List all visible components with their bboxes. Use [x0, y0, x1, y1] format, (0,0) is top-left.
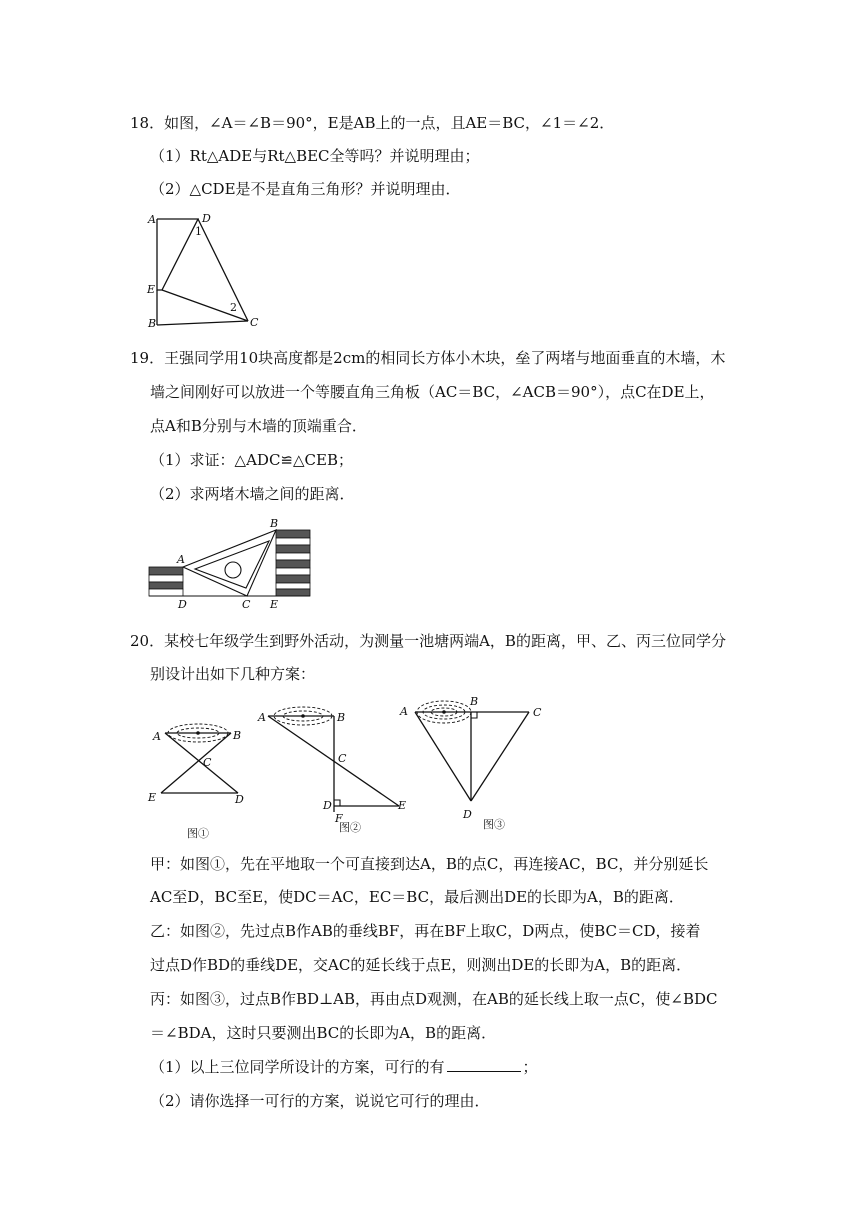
- fig1-label-e: E: [148, 791, 157, 804]
- fig1-side-be: [161, 733, 231, 793]
- fig3-caption: 图③: [483, 818, 505, 831]
- fig2-label-a: A: [258, 711, 266, 724]
- q19-label-d: D: [178, 598, 187, 611]
- q20-figure1: [145, 712, 255, 842]
- q18-label-angle1: 1: [195, 225, 202, 238]
- q19-part2: （2）求两堵木墙之间的距离．: [150, 485, 355, 503]
- fig2-label-d: D: [323, 799, 332, 812]
- q18-label-c: C: [250, 316, 259, 329]
- fig2-right-angle: [334, 800, 340, 806]
- q18-label-d: D: [202, 212, 211, 225]
- q18-label-e: E: [147, 283, 156, 296]
- fig1-label-a: A: [153, 730, 161, 743]
- q20-stem-line1: 20．某校七年级学生到野外活动，为测量一池塘两端A，B的距离，甲、乙、丙三位同学分: [130, 632, 726, 650]
- q20-bing-line2: ＝∠BDA，这时只要测出BC的长即为A，B的距离．: [150, 1024, 497, 1042]
- q19-left-wall: [149, 567, 183, 596]
- q19-stem-line2: 墙之间刚好可以放进一个等腰直角三角板（AC＝BC，∠ACB＝90°），点C在DE上，: [150, 383, 715, 401]
- q19-right-wall: [276, 530, 310, 596]
- q18-part1: （1）Rt△ADE与Rt△BEC全等吗？并说明理由；: [150, 147, 480, 165]
- fig3-label-d: D: [463, 808, 472, 821]
- fig2-caption: 图②: [339, 821, 361, 834]
- q18-part2: （2）△CDE是不是直角三角形？并说明理由．: [150, 180, 461, 198]
- q19-label-c: C: [242, 598, 251, 611]
- fig3-line-ad: [415, 712, 471, 801]
- q19-label-b: B: [270, 517, 279, 530]
- q19-stem-line3: 点A和B分别与木墙的顶端重合．: [150, 417, 367, 435]
- q18-stem: 18．如图，∠A＝∠B＝90°，E是AB上的一点，且AE＝BC，∠1＝∠2．: [130, 114, 615, 132]
- fig3-label-a: A: [400, 705, 408, 718]
- q19-label-e: E: [270, 598, 279, 611]
- fig2-label-e: E: [398, 799, 407, 812]
- q20-part2: （2）请你选择一可行的方案，说说它可行的理由．: [150, 1092, 490, 1110]
- fig2-label-f: F: [335, 812, 343, 825]
- q20-figure3: [395, 690, 555, 835]
- q20-jia-line2: AC至D，BC至E，使DC＝AC，EC＝BC，最后测出DE的长即为A，B的距离．: [150, 888, 684, 906]
- q20-yi-line1: 乙：如图②，先过点B作AB的垂线BF，再在BF上取C，D两点，使BC＝CD，接着: [150, 922, 701, 940]
- q20-jia-line1: 甲：如图①，先在平地取一个可直接到达A，B的点C，再连接AC，BC，并分别延长: [150, 855, 709, 873]
- q19-set-square-hole: [225, 562, 241, 578]
- q18-side-bc: [157, 321, 248, 325]
- fig1-label-d: D: [235, 793, 244, 806]
- fig1-caption: 图①: [187, 827, 209, 840]
- q18-figure: [140, 205, 270, 335]
- q19-part1: （1）求证：△ADC≌△CEB；: [150, 451, 353, 469]
- q18-label-angle2: 2: [230, 301, 237, 314]
- fig3-label-c: C: [533, 706, 542, 719]
- fig2-label-c: C: [338, 752, 347, 765]
- fig3-label-b: B: [470, 695, 479, 708]
- q19-label-a: A: [177, 553, 185, 566]
- q20-part1-end: ；: [522, 1058, 538, 1076]
- q20-answer-blank[interactable]: [447, 1057, 521, 1072]
- q20-stem-line2: 别设计出如下几种方案：: [150, 665, 316, 683]
- q20-bing-line1: 丙：如图③，过点B作BD⊥AB，再由点D观测，在AB的延长线上取一点C，使∠BDC: [150, 990, 718, 1008]
- q20-yi-line2: 过点D作BD的垂线DE，交AC的延长线于点E，则测出DE的长即为A，B的距离．: [150, 956, 692, 974]
- q19-stem-line1: 19．王强同学用10块高度都是2cm的相同长方体小木块，垒了两堵与地面垂直的木墙，木: [130, 349, 726, 367]
- q18-label-b: B: [148, 317, 157, 330]
- q20-part1: [150, 1057, 538, 1077]
- fig1-label-c: C: [203, 756, 212, 769]
- fig3-line-cd: [471, 712, 529, 801]
- q18-triangle-ade: [157, 219, 198, 290]
- fig1-label-b: B: [233, 729, 242, 742]
- q20-part1-text: （1）以上三位同学所设计的方案，可行的有: [150, 1058, 445, 1076]
- fig3-right-angle: [471, 712, 477, 718]
- fig2-label-b: B: [337, 711, 346, 724]
- q18-label-a: A: [148, 213, 156, 226]
- q19-figure: [140, 512, 330, 617]
- fig1-side-ad: [165, 733, 238, 793]
